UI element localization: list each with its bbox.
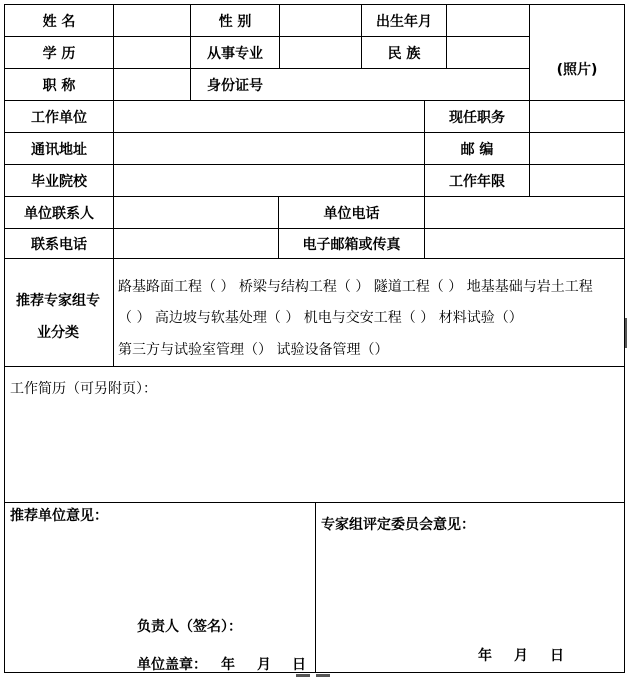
committee-date-month: 月 <box>514 648 528 664</box>
photo-placeholder: (照片) <box>556 61 598 78</box>
label-unit-seal: 单位盖章： <box>137 657 207 673</box>
label-title: 职 称 <box>42 77 76 94</box>
label-major: 从事专业 <box>207 45 263 62</box>
col-line <box>113 258 114 366</box>
label-email-fax: 电子邮箱或传真 <box>302 236 401 253</box>
label-name: 姓 名 <box>42 13 76 30</box>
border-bottom <box>4 672 624 673</box>
row-line <box>4 502 624 503</box>
label-signer: 负责人（签名）： <box>137 619 242 635</box>
committee-date-day: 日 <box>550 648 564 664</box>
row-line <box>4 258 624 259</box>
label-education: 学 历 <box>42 45 76 62</box>
col-line <box>446 4 447 68</box>
label-birth: 出生年月 <box>376 13 432 30</box>
category-options-line3: 第三方与试验室管理（） 试验设备管理（） <box>118 342 389 358</box>
label-ethnicity: 民 族 <box>387 45 421 62</box>
label-phone: 联系电话 <box>31 236 87 253</box>
label-recommend-unit: 推荐单位意见： <box>10 508 108 524</box>
col-line <box>424 196 425 258</box>
date-year: 年 <box>221 657 235 673</box>
label-position: 现任职务 <box>449 109 505 126</box>
label-address: 通讯地址 <box>31 141 87 158</box>
label-employer: 工作单位 <box>31 109 87 126</box>
label-gender: 性 别 <box>218 13 252 30</box>
col-line <box>315 502 316 673</box>
label-contact-person: 单位联系人 <box>24 205 94 222</box>
row-line <box>4 366 624 367</box>
col-line <box>113 4 114 100</box>
label-unit-phone: 单位电话 <box>323 205 380 222</box>
label-resume: 工作简历（可另附页）： <box>10 381 157 397</box>
label-committee: 专家组评定委员会意见： <box>321 517 475 533</box>
category-options-line2: （ ） 高边坡与软基处理（ ） 机电与交安工程（ ） 材料试验（） <box>118 310 523 326</box>
label-id-number: 身份证号 <box>207 77 263 94</box>
category-options-line1: 路基路面工程（ ） 桥梁与结构工程（ ） 隧道工程（ ） 地基基础与岩土工程 <box>118 279 593 295</box>
label-category-line1: 推荐专家组专 <box>16 293 100 309</box>
committee-date-year: 年 <box>478 648 492 664</box>
date-day: 日 <box>292 657 306 673</box>
label-school: 毕业院校 <box>31 173 87 190</box>
col-line <box>279 4 280 68</box>
label-postcode: 邮 编 <box>460 141 494 158</box>
label-years: 工作年限 <box>449 173 505 190</box>
date-month: 月 <box>257 657 271 673</box>
resize-handle[interactable] <box>625 318 627 348</box>
label-category-line2: 业分类 <box>37 325 79 341</box>
col-line <box>113 100 114 258</box>
